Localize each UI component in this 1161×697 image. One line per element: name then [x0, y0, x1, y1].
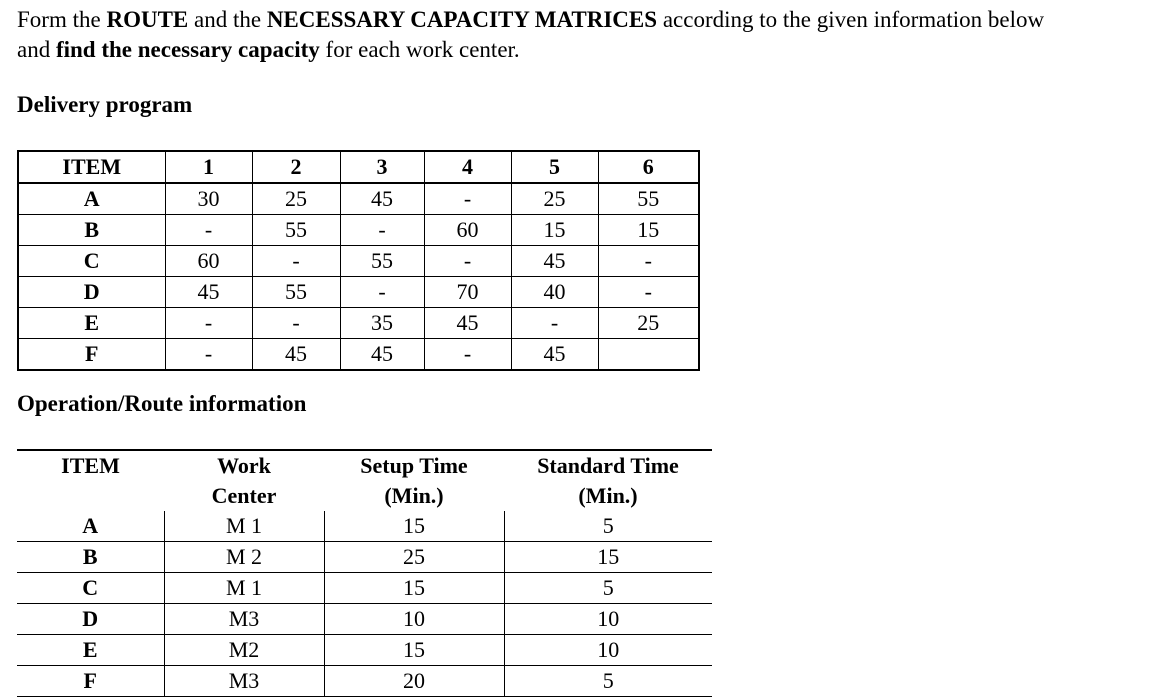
header-text: (Min.)	[578, 483, 638, 508]
table-cell: 40	[511, 277, 598, 308]
table-cell: M 1	[164, 573, 324, 604]
table-cell: -	[252, 246, 340, 277]
table-row	[17, 635, 712, 666]
header-text: (Min.)	[384, 483, 444, 508]
table-cell: 45	[340, 339, 424, 371]
table-cell: 15	[324, 573, 504, 604]
table-cell: 55	[340, 246, 424, 277]
table-cell: 10	[504, 604, 712, 635]
table-cell: 25	[511, 183, 598, 215]
header-text: ITEM	[61, 453, 120, 478]
header-text: Center	[211, 483, 277, 508]
delivery-program-table	[17, 150, 700, 371]
table-cell: 5	[504, 573, 712, 604]
table-cell: -	[340, 277, 424, 308]
instructions-text: and the	[188, 7, 267, 32]
delivery-program-heading: Delivery program	[17, 92, 193, 117]
table-cell: 45	[511, 246, 598, 277]
table-cell: 45	[424, 308, 511, 339]
column-header-period: 2	[252, 151, 340, 183]
table-cell: -	[424, 339, 511, 371]
instructions-text: according to the given information below	[657, 7, 1045, 32]
table-cell: M2	[164, 635, 324, 666]
item-label: A	[18, 183, 165, 215]
table-cell: 45	[165, 277, 252, 308]
item-label: C	[18, 246, 165, 277]
table-row	[18, 246, 699, 277]
table-cell: 25	[324, 542, 504, 573]
instructions-text: for each work center.	[319, 37, 520, 62]
table-cell: M3	[164, 604, 324, 635]
table-cell: -	[424, 183, 511, 215]
table-cell: M 1	[164, 511, 324, 542]
table-cell: -	[598, 246, 699, 277]
table-cell: -	[165, 308, 252, 339]
table-row	[17, 542, 712, 573]
instructions-text: and	[17, 37, 56, 62]
column-header-work-center	[164, 450, 324, 511]
table-row	[17, 511, 712, 542]
table-cell: -	[598, 277, 699, 308]
table-cell: -	[424, 246, 511, 277]
column-header-item: ITEM	[18, 151, 165, 183]
table-cell: 55	[598, 183, 699, 215]
table-cell: 55	[252, 215, 340, 246]
instructions-text: Form the	[17, 7, 107, 32]
table-cell: -	[340, 215, 424, 246]
table-row	[17, 666, 712, 697]
instructions-bold-matrices: NECESSARY CAPACITY MATRICES	[266, 7, 658, 32]
instructions	[17, 5, 1044, 65]
table-row	[18, 215, 699, 246]
table-cell: 55	[252, 277, 340, 308]
route-information-table	[17, 449, 712, 697]
table-cell: 15	[324, 511, 504, 542]
table-row	[17, 573, 712, 604]
table-cell: 5	[504, 511, 712, 542]
table-cell: -	[165, 339, 252, 371]
item-label: E	[17, 635, 164, 666]
table-cell: M3	[164, 666, 324, 697]
item-label: E	[18, 308, 165, 339]
table-row	[18, 183, 699, 215]
column-header-item	[17, 450, 164, 511]
column-header-period: 4	[424, 151, 511, 183]
table-cell: 30	[165, 183, 252, 215]
table-cell: 20	[324, 666, 504, 697]
table-cell: -	[252, 308, 340, 339]
instructions-bold-route: ROUTE	[106, 7, 189, 32]
header-text: Work	[217, 453, 271, 478]
table-cell: 15	[598, 215, 699, 246]
item-label: D	[18, 277, 165, 308]
table-header-row	[17, 450, 712, 511]
table-cell	[598, 339, 699, 371]
column-header-standard-time	[504, 450, 712, 511]
table-cell: 60	[424, 215, 511, 246]
table-cell: 70	[424, 277, 511, 308]
item-label: F	[17, 666, 164, 697]
item-label: F	[18, 339, 165, 371]
table-cell: 25	[598, 308, 699, 339]
instructions-bold-capacity: find the necessary capacity	[55, 37, 320, 62]
table-cell: 45	[252, 339, 340, 371]
route-information-heading: Operation/Route information	[17, 391, 307, 416]
table-row	[17, 604, 712, 635]
table-cell: M 2	[164, 542, 324, 573]
item-label: B	[17, 542, 164, 573]
header-text: Standard Time	[537, 453, 679, 478]
header-text: Setup Time	[360, 453, 468, 478]
table-cell: -	[511, 308, 598, 339]
column-header-period: 5	[511, 151, 598, 183]
table-cell: 10	[324, 604, 504, 635]
table-cell: 25	[252, 183, 340, 215]
item-label: C	[17, 573, 164, 604]
table-row	[18, 339, 699, 371]
table-row	[18, 277, 699, 308]
table-cell: -	[165, 215, 252, 246]
table-cell: 45	[511, 339, 598, 371]
table-cell: 15	[504, 542, 712, 573]
table-row	[18, 308, 699, 339]
table-cell: 60	[165, 246, 252, 277]
item-label: B	[18, 215, 165, 246]
table-cell: 35	[340, 308, 424, 339]
table-header-row	[18, 151, 699, 183]
column-header-period: 1	[165, 151, 252, 183]
item-label: D	[17, 604, 164, 635]
column-header-period: 6	[598, 151, 699, 183]
item-label: A	[17, 511, 164, 542]
column-header-setup-time	[324, 450, 504, 511]
table-cell: 15	[324, 635, 504, 666]
column-header-period: 3	[340, 151, 424, 183]
table-cell: 15	[511, 215, 598, 246]
table-cell: 5	[504, 666, 712, 697]
table-cell: 10	[504, 635, 712, 666]
table-cell: 45	[340, 183, 424, 215]
